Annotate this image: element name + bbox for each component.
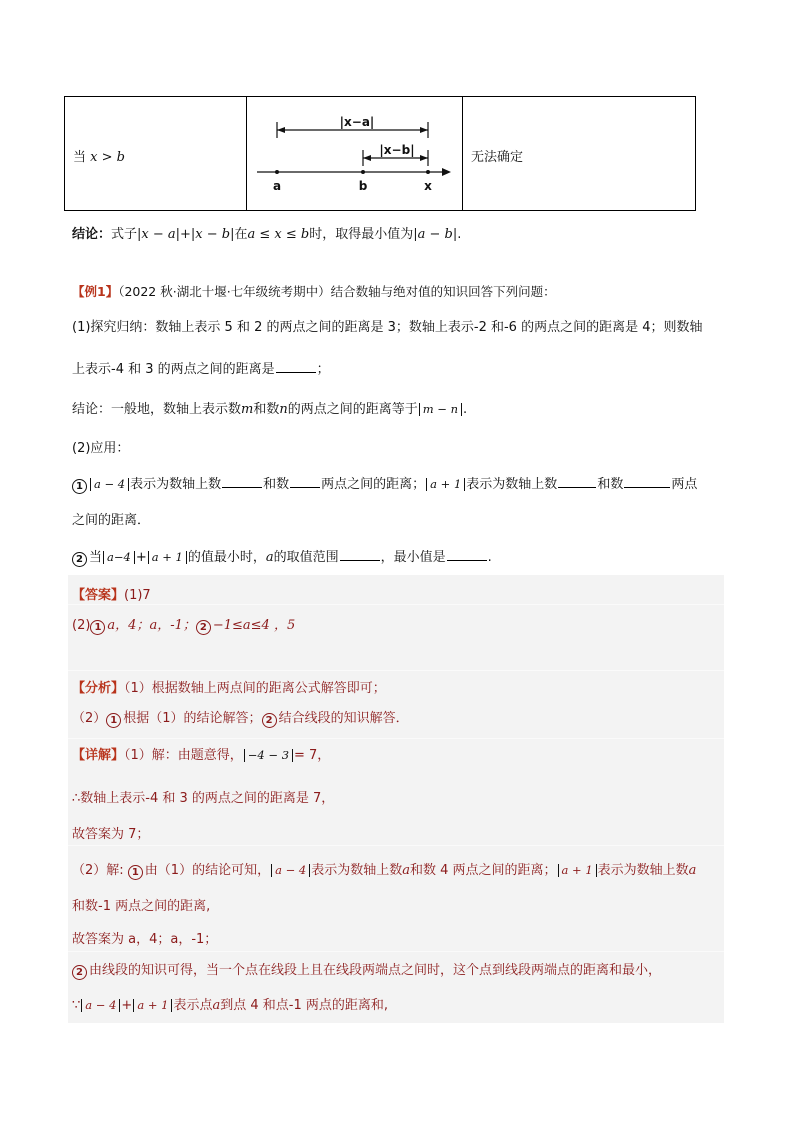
point-a-label: a	[272, 179, 282, 193]
top-bracket-left-arrow	[277, 127, 285, 133]
answer-line-1: 【答案】(1)7	[72, 588, 151, 603]
question-1-line-1: (1)探究归纳：数轴上表示 5 和 2 的两点之间的距离是 3；数轴上表示-2 和-6 的两点之间的距离是 4；则数轴	[72, 320, 703, 335]
analysis-tag: 【分析】	[72, 681, 125, 696]
point-x-label: x	[424, 179, 432, 193]
number-line-cell	[247, 97, 463, 210]
point-x-dot	[426, 170, 430, 174]
analysis-line-2: （2） 1 根据（1）的结论解答； 2 结合线段的知识解答．	[72, 711, 409, 726]
detail-line-7: 2 由线段的知识可得，当一个点在线段上且在线段两端点之间时，这个点到线段两端点的距离和最小，	[72, 959, 661, 980]
answer-blank-1	[276, 361, 316, 373]
question-2-part-1-cont: 之间的距离．	[72, 513, 151, 528]
condition-prefix: 当	[73, 150, 87, 165]
detail-line-1: 【详解】（1）解：由题意得， −4 − 3 = 7，	[72, 748, 331, 763]
answer-line-2: (2) 1 a，4；a，-1； 2 −1≤a≤4 ，5	[72, 618, 296, 633]
result-text: 无法确定	[471, 150, 524, 165]
condition-math: x > b	[90, 150, 125, 165]
example-source: （2022 秋·湖北十堰·七年级统考期中）结合数轴与绝对值的知识回答下列问题：	[118, 284, 556, 299]
detail-tag: 【详解】	[72, 748, 125, 763]
number-line-diagram	[247, 97, 463, 212]
top-bracket-right-arrow	[420, 127, 428, 133]
conclusion-line: 结论：式子|x − a|+|x − b|在a ≤ x ≤ b时，取得最小值为|a − b|.	[72, 227, 462, 242]
result-cell	[463, 97, 697, 210]
example-tag: 【例1】	[72, 284, 119, 299]
number-line-arrow	[442, 168, 451, 176]
answer-tag: 【答案】	[72, 588, 125, 603]
point-b-dot	[361, 170, 365, 174]
detail-line-3: 故答案为 7；	[72, 827, 150, 842]
detail-line-4: （2）解: 1 由（1）的结论可知， a − 4 表示为数轴上数a和数 4 两点之间的距离； a + 1 表示为数轴上数a	[72, 863, 697, 878]
circled-number-1: 1	[72, 479, 87, 494]
question-1-conclusion: 结论：一般地，数轴上表示数m和数n的两点之间的距离等于 m − n .	[72, 402, 468, 417]
comparison-table-row	[64, 96, 696, 211]
condition-cell	[65, 97, 247, 210]
circled-number-2: 2	[72, 552, 87, 567]
mid-bracket-label: |x−b|	[379, 143, 415, 157]
detail-line-6: 故答案为 a，4；a，-1；	[72, 932, 218, 947]
point-b-label: b	[358, 179, 368, 193]
mid-bracket-left-arrow	[363, 155, 371, 161]
top-bracket-label: |x−a|	[339, 115, 375, 129]
detail-line-5: 和数-1 两点之间的距离,	[72, 899, 211, 914]
example-header	[72, 282, 556, 300]
question-1-line-2: 上表示-4 和 3 的两点之间的距离是 ；	[72, 362, 330, 377]
point-a-dot	[275, 170, 279, 174]
mid-bracket-right-arrow	[420, 155, 428, 161]
detail-line-2: ∴数轴上表示-4 和 3 的两点之间的距离是 7，	[72, 791, 335, 806]
detail-line-8: ∵ a − 4 + a + 1 表示点a到点 4 和点-1 两点的距离和,	[72, 998, 388, 1013]
question-2-part-2: 2 当 a−4 + a + 1 的值最小时，a的取值范围 ，最小值是 .	[72, 546, 492, 567]
analysis-line-1: 【分析】（1）根据数轴上两点间的距离公式解答即可；	[72, 681, 386, 696]
question-2-part-1: 1 a − 4 表示为数轴上数 和数 两点之间的距离； a + 1 表示为数轴上数 和数 两点	[72, 473, 697, 494]
question-2-title: (2)应用：	[72, 441, 130, 456]
